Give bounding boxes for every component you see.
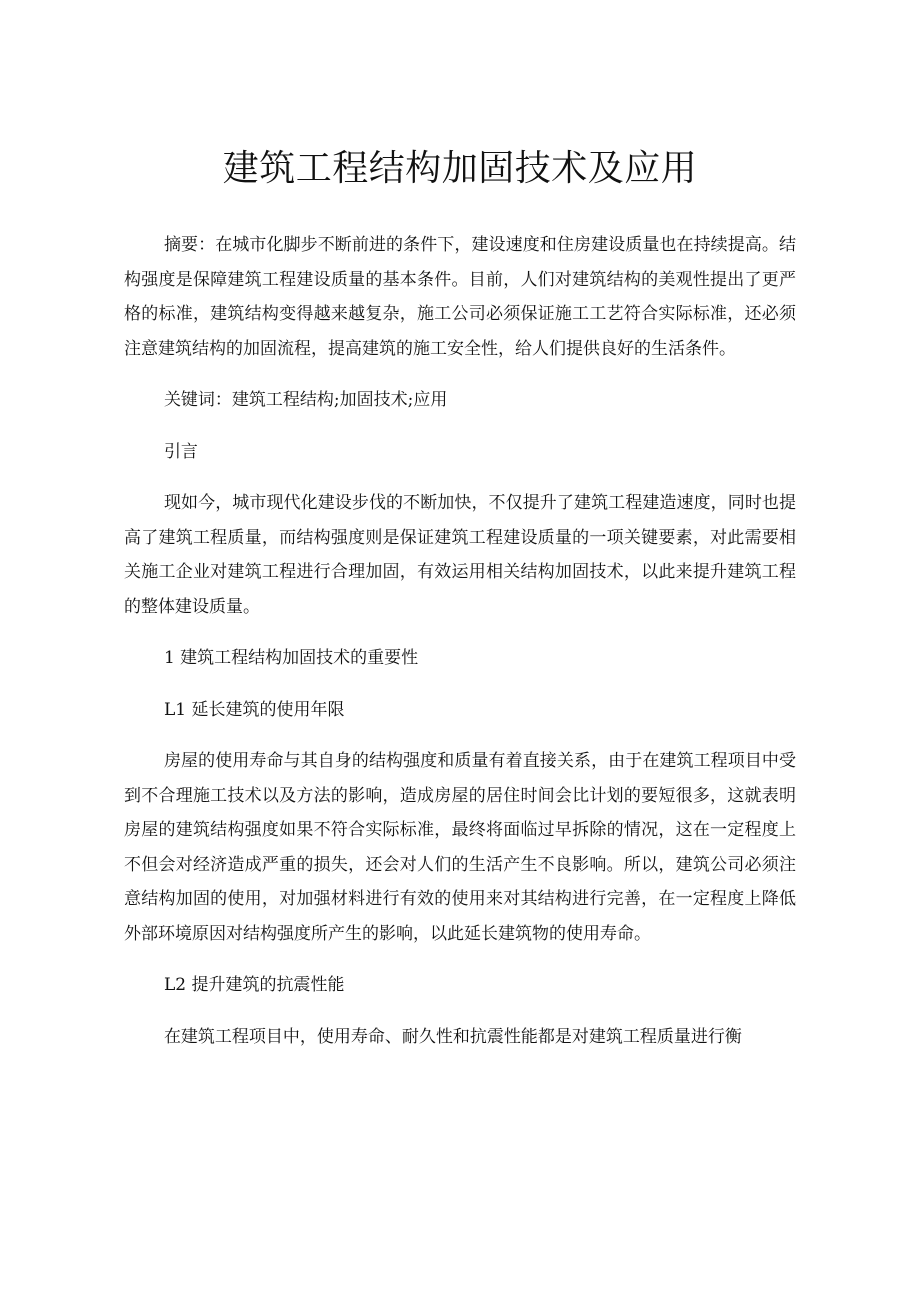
- abstract-paragraph: 摘要：在城市化脚步不断前进的条件下，建设速度和住房建设质量也在持续提高。结构强度是保障建筑工程建设质量的基本条件。目前，人们对建筑结构的美观性提出了更严格的标准，建筑结构变得越来越复杂，施工公司必须保证施工工艺符合实际标准，还必须注意建筑结构的加固流程，提高建筑的施工安全性，给人们提供良好的生活条件。: [124, 235, 796, 359]
- keywords-line: 关键词：建筑工程结构;加固技术;应用: [163, 390, 448, 410]
- intro-heading: 引言: [163, 441, 198, 462]
- section-1-1-heading: L1 延长建筑的使用年限: [163, 699, 345, 720]
- document-body: [124, 228, 796, 1071]
- section-1-heading: 1 建筑工程结构加固技术的重要性: [163, 648, 419, 668]
- intro-paragraph: 现如今，城市现代化建设步伐的不断加快，不仅提升了建筑工程建造速度，同时也提高了建筑工程质量，而结构强度则是保证建筑工程建设质量的一项关键要素，对此需要相关施工企业对建筑工程进行合理加固，有效运用相关结构加固技术，以此来提升建筑工程的整体建设质量。: [124, 493, 796, 617]
- section-1-2-paragraph: 在建筑工程项目中，使用寿命、耐久性和抗震性能都是对建筑工程质量进行衡: [163, 1026, 742, 1047]
- section-1-2-heading: L2 提升建筑的抗震性能: [163, 975, 345, 995]
- section-1-1-paragraph: 房屋的使用寿命与其自身的结构强度和质量有着直接关系，由于在建筑工程项目中受到不合理施工技术以及方法的影响，造成房屋的居住时间会比计划的要短很多，这就表明房屋的建筑结构强度如果不符合实际标准，最终将面临过早拆除的情况，这在一定程度上不但会对经济造成严重的损失，还会对人们的生活产生不良影响。所以，建筑公司必须注意结构加固的使用，对加强材料进行有效的使用来对其结构进行完善，在一定程度上降低外部环境原因对结构强度所产生的影响，以此延长建筑物的使用寿命。: [124, 751, 796, 944]
- document-title: 建筑工程结构加固技术及应用: [222, 148, 698, 189]
